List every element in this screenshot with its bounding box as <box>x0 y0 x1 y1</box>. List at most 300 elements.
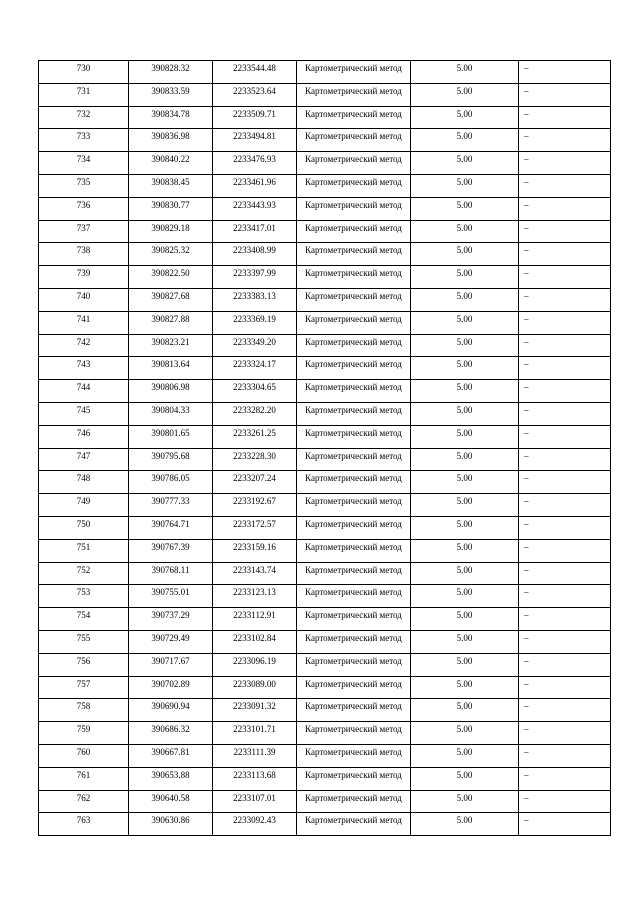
x-coordinate-cell <box>129 152 213 175</box>
method-cell-text: Картометрический метод <box>305 632 402 643</box>
method-cell <box>297 129 411 152</box>
x-coordinate-cell <box>129 174 213 197</box>
accuracy-cell <box>411 516 519 539</box>
accuracy-cell-text: 5.00 <box>456 792 473 803</box>
y-coordinate-cell <box>213 197 297 220</box>
note-cell <box>519 448 611 471</box>
note-cell <box>519 516 611 539</box>
table-row <box>39 516 611 539</box>
table-row <box>39 266 611 289</box>
method-cell-text: Картометрический метод <box>305 450 402 461</box>
y-coordinate-cell <box>213 61 297 84</box>
x-coordinate-cell <box>129 699 213 722</box>
point-number-cell-text: 757 <box>76 678 91 689</box>
note-cell <box>519 630 611 653</box>
method-cell-text: Картометрический метод <box>305 678 402 689</box>
note-cell-text: – <box>524 587 529 598</box>
note-cell-text: – <box>524 815 529 826</box>
note-cell <box>519 539 611 562</box>
method-cell <box>297 152 411 175</box>
y-coordinate-cell-text: 2233369.19 <box>233 313 276 324</box>
x-coordinate-cell <box>129 129 213 152</box>
accuracy-cell <box>411 813 519 836</box>
x-coordinate-cell-text: 390822.50 <box>151 268 190 279</box>
accuracy-cell-text: 5.00 <box>456 496 473 507</box>
accuracy-cell <box>411 448 519 471</box>
x-coordinate-cell-text: 390828.32 <box>151 63 190 73</box>
method-cell-text: Картометрический метод <box>305 564 402 575</box>
y-coordinate-cell <box>213 220 297 243</box>
accuracy-cell <box>411 562 519 585</box>
point-number-cell-text: 759 <box>76 724 91 735</box>
x-coordinate-cell-text: 390813.64 <box>151 359 190 370</box>
y-coordinate-cell <box>213 311 297 334</box>
point-number-cell <box>39 83 129 106</box>
x-coordinate-cell-text: 390836.98 <box>151 131 190 142</box>
y-coordinate-cell <box>213 471 297 494</box>
accuracy-cell <box>411 608 519 631</box>
x-coordinate-cell-text: 390702.89 <box>151 678 190 689</box>
point-number-cell-text: 739 <box>76 268 91 279</box>
x-coordinate-cell-text: 390804.33 <box>151 404 190 415</box>
table-row <box>39 106 611 129</box>
accuracy-cell-text: 5.00 <box>456 154 473 165</box>
point-number-cell-text: 761 <box>76 769 91 780</box>
note-cell-text: – <box>524 496 529 507</box>
table-row <box>39 174 611 197</box>
point-number-cell-text: 730 <box>76 63 91 73</box>
method-cell <box>297 61 411 84</box>
method-cell <box>297 448 411 471</box>
accuracy-cell <box>411 653 519 676</box>
y-coordinate-cell <box>213 357 297 380</box>
note-cell <box>519 288 611 311</box>
method-cell <box>297 288 411 311</box>
point-number-cell <box>39 516 129 539</box>
method-cell-text: Картометрический метод <box>305 108 402 119</box>
point-number-cell <box>39 106 129 129</box>
point-number-cell-text: 740 <box>76 290 91 301</box>
y-coordinate-cell <box>213 266 297 289</box>
point-number-cell <box>39 334 129 357</box>
method-cell-text: Картометрический метод <box>305 63 402 73</box>
y-coordinate-cell-text: 2233172.57 <box>233 518 276 529</box>
y-coordinate-cell <box>213 722 297 745</box>
note-cell <box>519 790 611 813</box>
y-coordinate-cell-text: 2233228.30 <box>233 450 276 461</box>
accuracy-cell-text: 5.00 <box>456 769 473 780</box>
table-row <box>39 608 611 631</box>
x-coordinate-cell <box>129 243 213 266</box>
table-row <box>39 425 611 448</box>
x-coordinate-cell-text: 390829.18 <box>151 222 190 233</box>
method-cell <box>297 243 411 266</box>
table-row <box>39 699 611 722</box>
point-number-cell-text: 734 <box>76 154 91 165</box>
note-cell <box>519 562 611 585</box>
accuracy-cell-text: 5.00 <box>456 564 473 575</box>
note-cell <box>519 767 611 790</box>
y-coordinate-cell-text: 2233304.65 <box>233 382 276 393</box>
method-cell <box>297 311 411 334</box>
note-cell-text: – <box>524 382 529 393</box>
method-cell-text: Картометрический метод <box>305 222 402 233</box>
y-coordinate-cell <box>213 516 297 539</box>
table-row <box>39 630 611 653</box>
table-row <box>39 311 611 334</box>
accuracy-cell <box>411 585 519 608</box>
point-number-cell <box>39 152 129 175</box>
note-cell <box>519 722 611 745</box>
point-number-cell-text: 760 <box>76 746 91 757</box>
point-number-cell <box>39 608 129 631</box>
method-cell <box>297 106 411 129</box>
point-number-cell <box>39 402 129 425</box>
accuracy-cell <box>411 357 519 380</box>
accuracy-cell <box>411 174 519 197</box>
accuracy-cell <box>411 425 519 448</box>
accuracy-cell-text: 5.00 <box>456 268 473 279</box>
x-coordinate-cell-text: 390795.68 <box>151 450 190 461</box>
y-coordinate-cell-text: 2233111.39 <box>233 746 276 757</box>
table-row <box>39 744 611 767</box>
note-cell-text: – <box>524 108 529 119</box>
table-row <box>39 448 611 471</box>
x-coordinate-cell <box>129 425 213 448</box>
x-coordinate-cell-text: 390827.68 <box>151 290 190 301</box>
method-cell <box>297 266 411 289</box>
x-coordinate-cell <box>129 653 213 676</box>
point-number-cell-text: 735 <box>76 176 91 187</box>
note-cell-text: – <box>524 131 529 142</box>
accuracy-cell-text: 5.00 <box>456 655 473 666</box>
point-number-cell-text: 754 <box>76 610 91 621</box>
y-coordinate-cell-text: 2233107.01 <box>233 792 276 803</box>
point-number-cell-text: 747 <box>76 450 91 461</box>
note-cell <box>519 608 611 631</box>
x-coordinate-cell-text: 390717.67 <box>151 655 190 666</box>
method-cell-text: Картометрический метод <box>305 85 402 96</box>
note-cell-text: – <box>524 85 529 96</box>
x-coordinate-cell-text: 390737.29 <box>151 610 190 621</box>
y-coordinate-cell-text: 2233408.99 <box>233 245 276 256</box>
method-cell <box>297 494 411 517</box>
point-number-cell <box>39 266 129 289</box>
y-coordinate-cell-text: 2233123.13 <box>233 587 276 598</box>
method-cell <box>297 357 411 380</box>
point-number-cell <box>39 471 129 494</box>
method-cell <box>297 562 411 585</box>
y-coordinate-cell <box>213 174 297 197</box>
method-cell <box>297 813 411 836</box>
y-coordinate-cell-text: 2233349.20 <box>233 336 276 347</box>
accuracy-cell-text: 5.00 <box>456 382 473 393</box>
y-coordinate-cell <box>213 608 297 631</box>
note-cell-text: – <box>524 541 529 552</box>
accuracy-cell <box>411 471 519 494</box>
x-coordinate-cell <box>129 630 213 653</box>
coordinates-table <box>38 60 611 836</box>
method-cell <box>297 539 411 562</box>
accuracy-cell <box>411 288 519 311</box>
y-coordinate-cell <box>213 334 297 357</box>
y-coordinate-cell <box>213 152 297 175</box>
note-cell-text: – <box>524 610 529 621</box>
note-cell-text: – <box>524 724 529 735</box>
point-number-cell <box>39 676 129 699</box>
x-coordinate-cell-text: 390630.86 <box>151 815 190 826</box>
note-cell-text: – <box>524 427 529 438</box>
x-coordinate-cell <box>129 266 213 289</box>
accuracy-cell-text: 5.00 <box>456 290 473 301</box>
table-row <box>39 334 611 357</box>
x-coordinate-cell-text: 390640.58 <box>151 792 190 803</box>
point-number-cell <box>39 357 129 380</box>
point-number-cell-text: 745 <box>76 404 91 415</box>
note-cell <box>519 585 611 608</box>
note-cell <box>519 813 611 836</box>
method-cell-text: Картометрический метод <box>305 359 402 370</box>
point-number-cell <box>39 129 129 152</box>
method-cell <box>297 516 411 539</box>
y-coordinate-cell-text: 2233417.01 <box>233 222 276 233</box>
accuracy-cell <box>411 767 519 790</box>
point-number-cell <box>39 744 129 767</box>
y-coordinate-cell-text: 2233091.32 <box>233 701 276 712</box>
x-coordinate-cell-text: 390827.88 <box>151 313 190 324</box>
accuracy-cell <box>411 722 519 745</box>
y-coordinate-cell <box>213 767 297 790</box>
method-cell-text: Картометрический метод <box>305 769 402 780</box>
x-coordinate-cell-text: 390690.94 <box>151 701 190 712</box>
x-coordinate-cell-text: 390768.11 <box>151 564 190 575</box>
method-cell-text: Картометрический метод <box>305 541 402 552</box>
table-row <box>39 767 611 790</box>
table-row <box>39 243 611 266</box>
method-cell-text: Картометрический метод <box>305 154 402 165</box>
x-coordinate-cell <box>129 722 213 745</box>
accuracy-cell-text: 5.00 <box>456 85 473 96</box>
x-coordinate-cell-text: 390825.32 <box>151 245 190 256</box>
table-row <box>39 152 611 175</box>
point-number-cell-text: 749 <box>76 496 91 507</box>
point-number-cell-text: 755 <box>76 632 91 643</box>
coordinates-table-body <box>39 61 611 836</box>
method-cell-text: Картометрический метод <box>305 313 402 324</box>
point-number-cell-text: 751 <box>76 541 91 552</box>
table-row <box>39 722 611 745</box>
accuracy-cell <box>411 744 519 767</box>
point-number-cell-text: 756 <box>76 655 91 666</box>
x-coordinate-cell-text: 390729.49 <box>151 632 190 643</box>
x-coordinate-cell <box>129 197 213 220</box>
note-cell <box>519 653 611 676</box>
x-coordinate-cell-text: 390786.05 <box>151 473 190 484</box>
point-number-cell-text: 750 <box>76 518 91 529</box>
accuracy-cell-text: 5.00 <box>456 518 473 529</box>
table-row <box>39 402 611 425</box>
x-coordinate-cell-text: 390686.32 <box>151 724 190 735</box>
x-coordinate-cell <box>129 585 213 608</box>
note-cell-text: – <box>524 245 529 256</box>
y-coordinate-cell-text: 2233324.17 <box>233 359 276 370</box>
x-coordinate-cell <box>129 494 213 517</box>
point-number-cell-text: 738 <box>76 245 91 256</box>
note-cell <box>519 129 611 152</box>
note-cell-text: – <box>524 678 529 689</box>
y-coordinate-cell-text: 2233207.24 <box>233 473 276 484</box>
table-row <box>39 288 611 311</box>
note-cell-text: – <box>524 769 529 780</box>
method-cell <box>297 744 411 767</box>
method-cell <box>297 790 411 813</box>
note-cell-text: – <box>524 746 529 757</box>
accuracy-cell-text: 5.00 <box>456 746 473 757</box>
x-coordinate-cell <box>129 562 213 585</box>
method-cell-text: Картометрический метод <box>305 336 402 347</box>
accuracy-cell <box>411 106 519 129</box>
note-cell-text: – <box>524 655 529 666</box>
note-cell <box>519 311 611 334</box>
accuracy-cell <box>411 699 519 722</box>
note-cell-text: – <box>524 450 529 461</box>
accuracy-cell-text: 5.00 <box>456 176 473 187</box>
note-cell-text: – <box>524 63 529 73</box>
x-coordinate-cell-text: 390834.78 <box>151 108 190 119</box>
note-cell <box>519 402 611 425</box>
y-coordinate-cell <box>213 653 297 676</box>
accuracy-cell-text: 5.00 <box>456 404 473 415</box>
method-cell <box>297 585 411 608</box>
note-cell <box>519 676 611 699</box>
method-cell <box>297 767 411 790</box>
note-cell <box>519 106 611 129</box>
point-number-cell-text: 763 <box>76 815 91 826</box>
note-cell-text: – <box>524 199 529 210</box>
method-cell-text: Картометрический метод <box>305 792 402 803</box>
method-cell <box>297 471 411 494</box>
x-coordinate-cell <box>129 334 213 357</box>
note-cell-text: – <box>524 632 529 643</box>
note-cell <box>519 425 611 448</box>
point-number-cell <box>39 813 129 836</box>
table-row <box>39 197 611 220</box>
y-coordinate-cell-text: 2233509.71 <box>233 108 276 119</box>
note-cell <box>519 243 611 266</box>
method-cell-text: Картометрический метод <box>305 404 402 415</box>
point-number-cell <box>39 197 129 220</box>
x-coordinate-cell <box>129 676 213 699</box>
table-row <box>39 539 611 562</box>
accuracy-cell-text: 5.00 <box>456 336 473 347</box>
table-row <box>39 61 611 84</box>
accuracy-cell <box>411 334 519 357</box>
note-cell-text: – <box>524 176 529 187</box>
y-coordinate-cell <box>213 129 297 152</box>
y-coordinate-cell-text: 2233159.16 <box>233 541 276 552</box>
point-number-cell-text: 731 <box>76 85 91 96</box>
note-cell <box>519 357 611 380</box>
y-coordinate-cell <box>213 494 297 517</box>
y-coordinate-cell <box>213 562 297 585</box>
point-number-cell <box>39 448 129 471</box>
x-coordinate-cell <box>129 288 213 311</box>
accuracy-cell-text: 5.00 <box>456 724 473 735</box>
accuracy-cell-text: 5.00 <box>456 450 473 461</box>
table-row <box>39 471 611 494</box>
note-cell-text: – <box>524 473 529 484</box>
accuracy-cell <box>411 539 519 562</box>
table-row <box>39 220 611 243</box>
note-cell-text: – <box>524 564 529 575</box>
note-cell-text: – <box>524 518 529 529</box>
method-cell-text: Картометрический метод <box>305 382 402 393</box>
accuracy-cell-text: 5.00 <box>456 108 473 119</box>
note-cell-text: – <box>524 404 529 415</box>
table-row <box>39 562 611 585</box>
accuracy-cell <box>411 220 519 243</box>
y-coordinate-cell-text: 2233112.91 <box>233 610 276 621</box>
method-cell <box>297 699 411 722</box>
method-cell-text: Картометрический метод <box>305 176 402 187</box>
accuracy-cell <box>411 197 519 220</box>
method-cell <box>297 402 411 425</box>
table-row <box>39 676 611 699</box>
table-row <box>39 790 611 813</box>
point-number-cell <box>39 630 129 653</box>
accuracy-cell-text: 5.00 <box>456 473 473 484</box>
method-cell <box>297 83 411 106</box>
x-coordinate-cell <box>129 448 213 471</box>
point-number-cell <box>39 767 129 790</box>
point-number-cell-text: 748 <box>76 473 91 484</box>
y-coordinate-cell-text: 2233096.19 <box>233 655 276 666</box>
method-cell-text: Картометрический метод <box>305 746 402 757</box>
method-cell <box>297 174 411 197</box>
accuracy-cell <box>411 83 519 106</box>
y-coordinate-cell-text: 2233461.96 <box>233 176 276 187</box>
x-coordinate-cell-text: 390767.39 <box>151 541 190 552</box>
accuracy-cell-text: 5.00 <box>456 632 473 643</box>
note-cell <box>519 220 611 243</box>
y-coordinate-cell <box>213 630 297 653</box>
point-number-cell <box>39 380 129 403</box>
x-coordinate-cell <box>129 471 213 494</box>
accuracy-cell-text: 5.00 <box>456 131 473 142</box>
method-cell-text: Картометрический метод <box>305 655 402 666</box>
x-coordinate-cell <box>129 357 213 380</box>
note-cell <box>519 494 611 517</box>
y-coordinate-cell <box>213 83 297 106</box>
y-coordinate-cell-text: 2233089.00 <box>233 678 276 689</box>
accuracy-cell-text: 5.00 <box>456 701 473 712</box>
x-coordinate-cell <box>129 767 213 790</box>
accuracy-cell-text: 5.00 <box>456 359 473 370</box>
table-row <box>39 380 611 403</box>
note-cell-text: – <box>524 313 529 324</box>
x-coordinate-cell <box>129 402 213 425</box>
method-cell <box>297 425 411 448</box>
y-coordinate-cell-text: 2233476.93 <box>233 154 276 165</box>
x-coordinate-cell-text: 390806.98 <box>151 382 190 393</box>
point-number-cell-text: 752 <box>76 564 91 575</box>
y-coordinate-cell <box>213 813 297 836</box>
method-cell-text: Картометрический метод <box>305 245 402 256</box>
accuracy-cell <box>411 311 519 334</box>
method-cell-text: Картометрический метод <box>305 587 402 598</box>
y-coordinate-cell <box>213 744 297 767</box>
x-coordinate-cell <box>129 220 213 243</box>
